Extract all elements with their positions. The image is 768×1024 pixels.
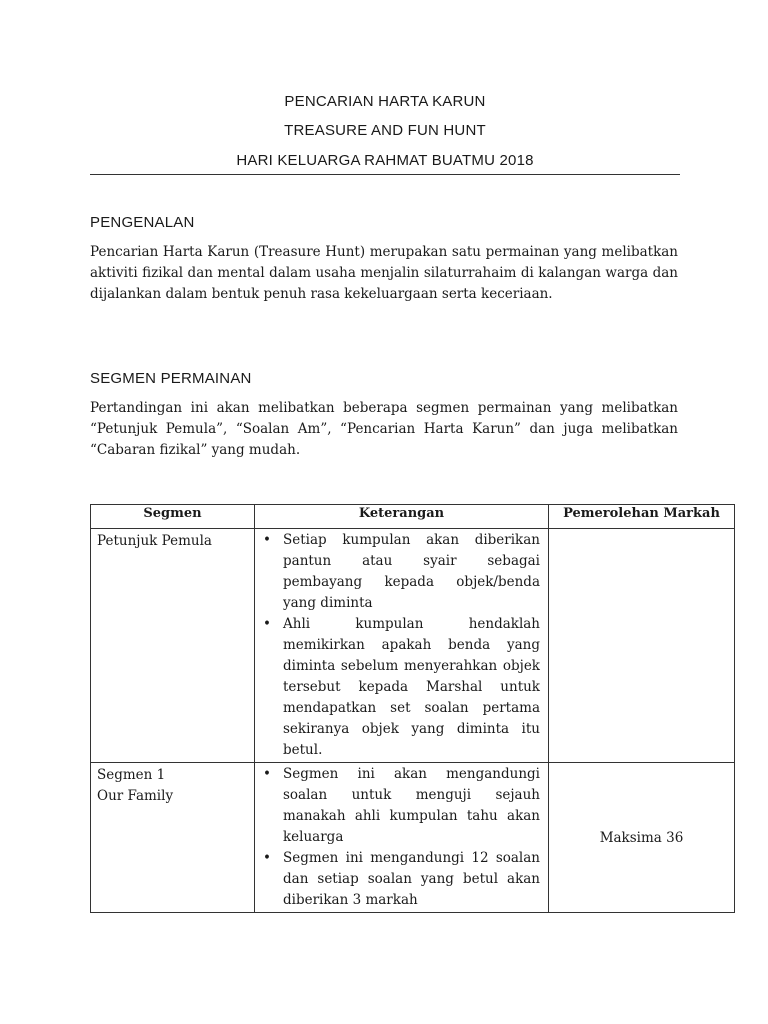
segment-cell xyxy=(91,763,255,913)
bullet-dot-icon: • xyxy=(263,532,271,548)
title-line-2: TREASURE AND FUN HUNT xyxy=(284,122,486,139)
description-cell xyxy=(255,763,549,913)
description-cell xyxy=(255,529,549,763)
bullet-item: • Ahli kumpulan hendaklah memikirkan apakah benda yang diminta sebelum menyerahkan objek tersebut kepada Marshal untuk mendapatkan set soalan pertama sekiranya objek yang diminta itu betul. xyxy=(263,616,540,758)
segment-cell xyxy=(91,529,255,763)
segments-paragraph: Pertandingan ini akan melibatkan beberapa segmen permainan yang melibatkan “Petunjuk Pemula”, “Soalan Am”, “Pencarian Harta Karun” dan juga melibatkan “Cabaran fizikal” yang mudah. xyxy=(90,400,678,458)
header-markah: Pemerolehan Markah xyxy=(549,505,735,529)
title-divider xyxy=(90,174,680,175)
table-header-row xyxy=(91,505,735,529)
bullet-dot-icon: • xyxy=(263,616,271,632)
bullet-item: • Setiap kumpulan akan diberikan pantun atau syair sebagai pembayang kepada objek/benda yang diminta xyxy=(263,532,540,611)
bullet-item: • Segmen ini mengandungi 12 soalan dan setiap soalan yang betul akan diberikan 3 markah xyxy=(263,850,540,908)
table-row xyxy=(91,763,735,913)
marks-cell: Maksima 36 xyxy=(549,763,735,913)
header-keterangan: Keterangan xyxy=(255,505,549,529)
marks-cell xyxy=(549,529,735,763)
segment-subtitle: Our Family xyxy=(97,788,174,804)
table-row xyxy=(91,529,735,763)
segment-name: Segmen 1 xyxy=(97,767,166,783)
bullet-dot-icon: • xyxy=(263,766,271,782)
title-line-1: PENCARIAN HARTA KARUN xyxy=(284,93,486,110)
title-line-3: HARI KELUARGA RAHMAT BUATMU 2018 xyxy=(236,152,534,169)
segments-heading: SEGMEN PERMAINAN xyxy=(90,370,252,387)
bullet-dot-icon: • xyxy=(263,850,271,866)
intro-paragraph: Pencarian Harta Karun (Treasure Hunt) merupakan satu permainan yang melibatkan aktiviti fizikal dan mental dalam usaha menjalin silaturrahaim di kalangan warga dan dijalankan dalam bentuk penuh rasa kekeluargaan serta keceriaan. xyxy=(90,244,678,302)
segment-name: Petunjuk Pemula xyxy=(97,533,212,549)
intro-heading: PENGENALAN xyxy=(90,214,195,231)
header-segmen: Segmen xyxy=(91,505,255,529)
bullet-item: • Segmen ini akan mengandungi soalan untuk menguji sejauh manakah ahli kumpulan tahu akan keluarga xyxy=(263,766,540,845)
segments-table xyxy=(90,504,735,913)
